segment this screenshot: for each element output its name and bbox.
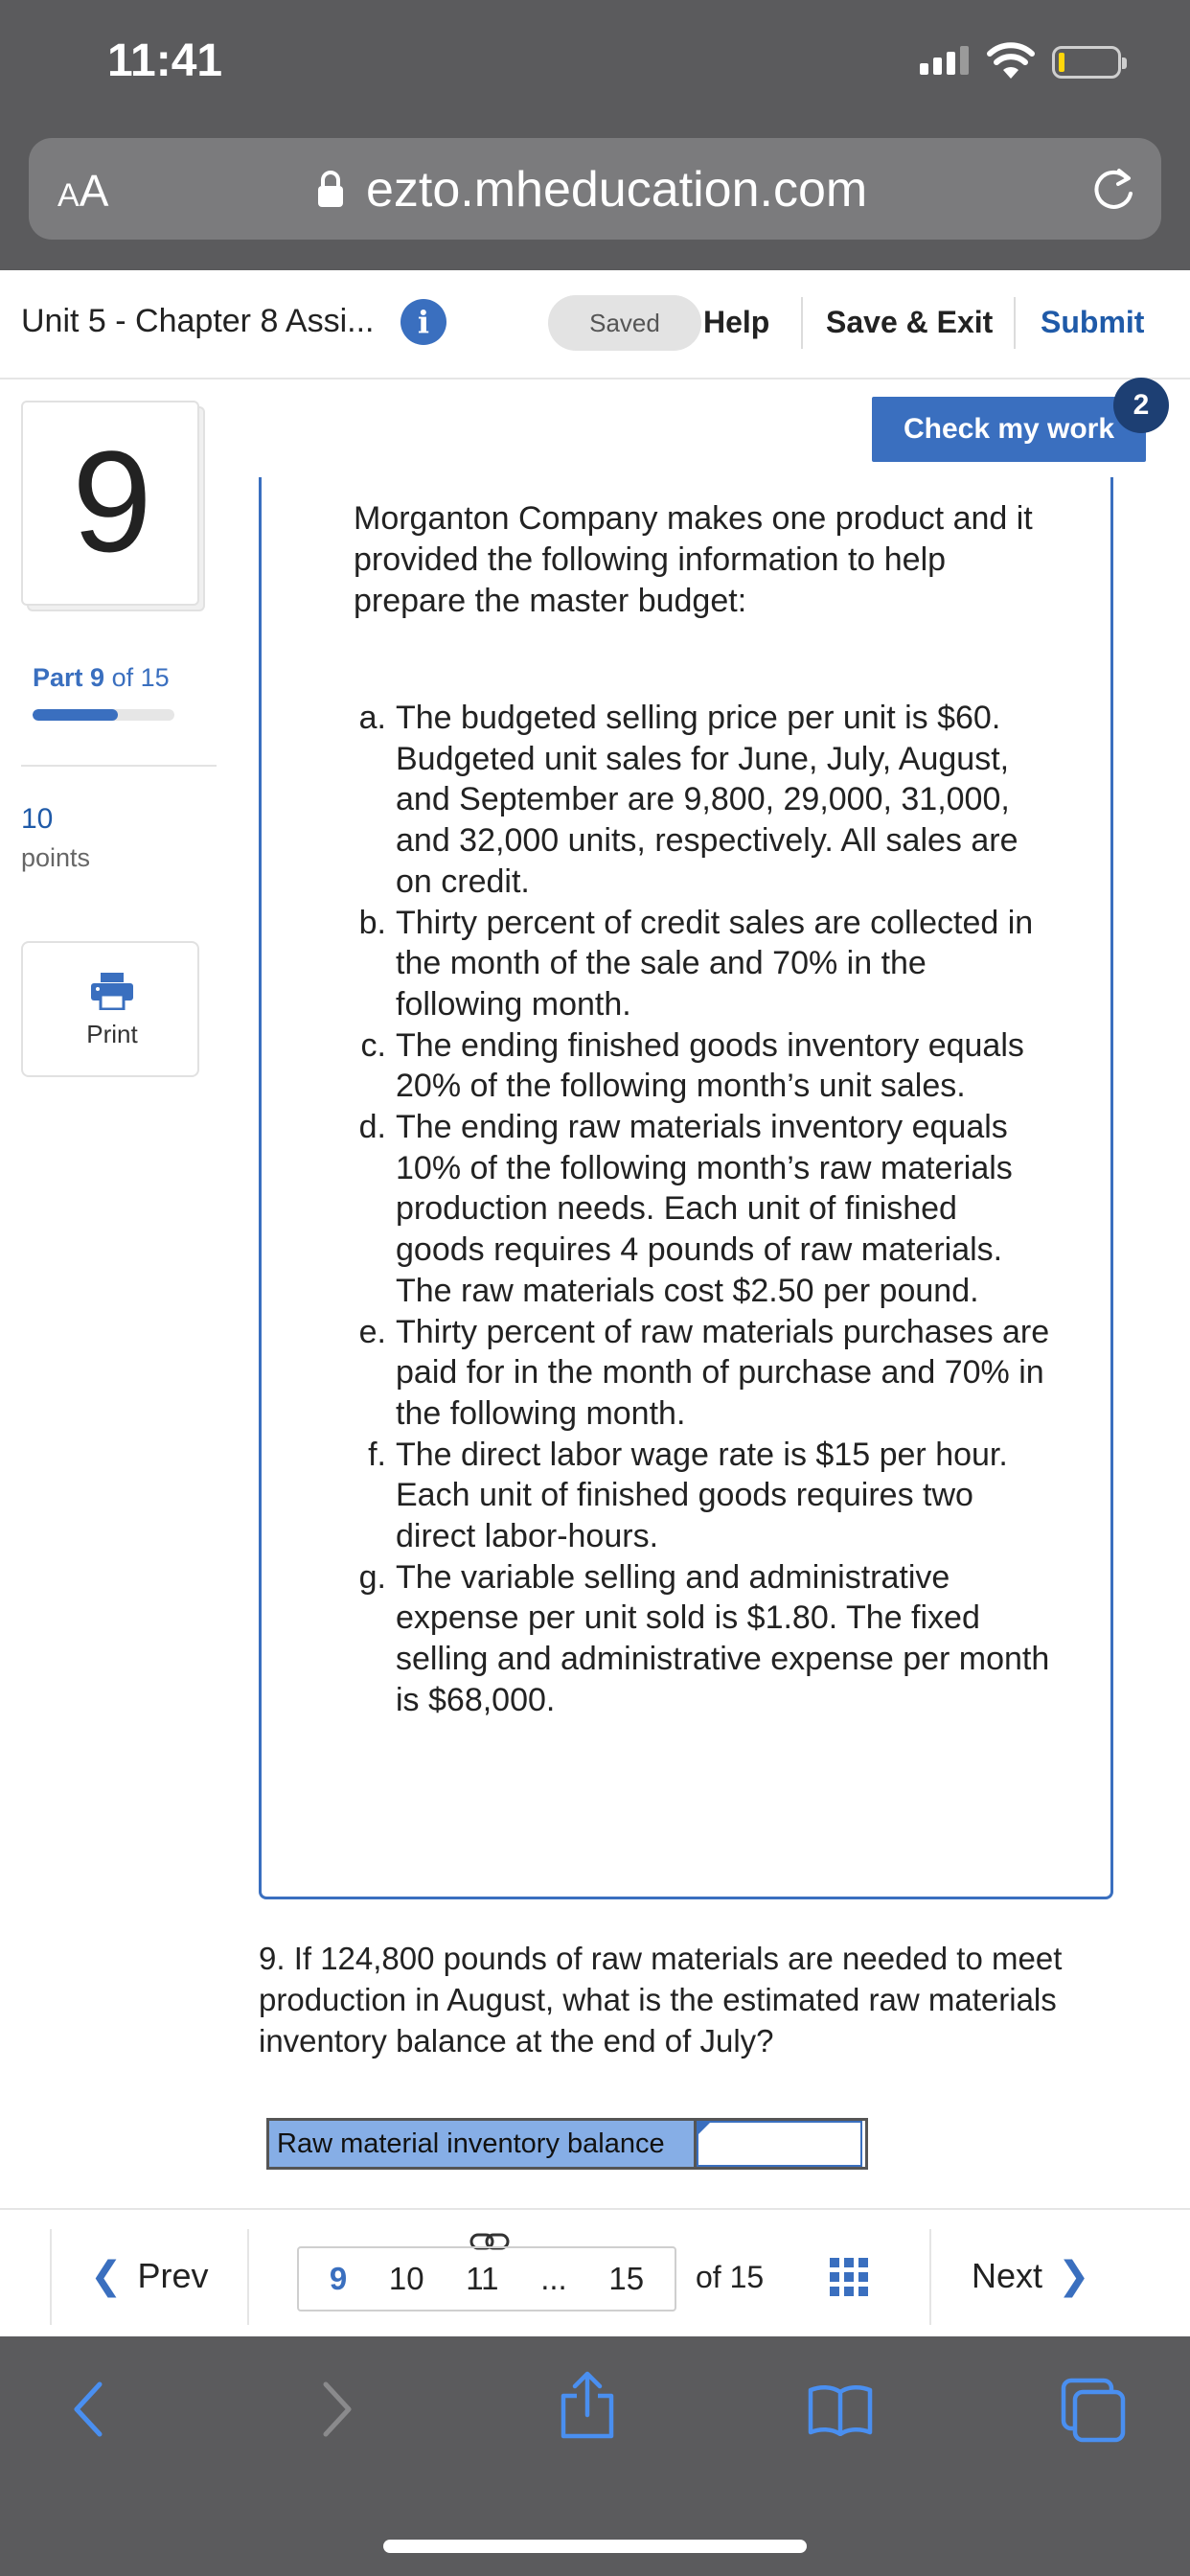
problem-item [354,698,1053,903]
answer-label: Raw material inventory balance [269,2121,697,2167]
problem-item [354,1025,1053,1107]
page-10[interactable]: 10 [388,2261,424,2296]
saved-status-badge: Saved [548,295,701,351]
book-icon[interactable] [807,2382,874,2436]
problem-item-letter: c. [360,1026,386,1064]
problem-item-text: The variable selling and administrative expense per unit sold is $1.80. The fixed selling and administrative expense per month is $68,000. [396,1558,1050,1718]
save-exit-link[interactable]: Save & Exit [826,305,994,339]
problem-statement-box [259,477,1113,1899]
question-navigation [0,2208,1190,2336]
problem-item [354,903,1053,1025]
question-text: 9. If 124,800 pounds of raw materials are needed to meet production in August, what is the estimated raw materials inventory balance at the end of July? [259,1941,1063,2058]
tabs-icon[interactable] [1060,2377,1127,2444]
page-total: of 15 [696,2260,765,2294]
problem-intro: Morganton Company makes one product and it provided the following information to help prepare the master budget: [354,500,1033,619]
answer-row [266,2118,868,2170]
sidebar-divider [21,765,217,767]
home-indicator [383,2540,807,2553]
problem-item-letter: d. [358,1109,386,1146]
forward-arrow-icon[interactable] [316,2379,358,2440]
raw-material-inventory-input[interactable] [697,2121,862,2167]
problem-item-letter: a. [358,700,386,736]
browser-toolbar [0,2336,1190,2576]
problem-item-letter: f. [368,1436,386,1473]
answer-flag-marker [698,2121,712,2134]
share-icon[interactable] [558,2371,617,2440]
header-divider [801,297,803,349]
submit-link[interactable]: Submit [1041,305,1145,339]
problem-item-letter: e. [358,1313,386,1350]
problem-item [354,1107,1053,1312]
problem-item-letter: g. [358,1558,386,1596]
part-progress-fill [33,709,118,721]
battery-icon [1052,46,1121,79]
question-number-card [21,401,199,606]
nav-divider [929,2229,931,2325]
lock-icon [316,169,345,209]
points-value: 10 [21,803,54,835]
next-button[interactable] [972,2254,1090,2298]
info-icon[interactable]: i [400,299,446,345]
print-button[interactable] [21,941,199,1077]
part-of: of 15 [111,663,170,692]
problem-item-text: The ending finished goods inventory equals 20% of the following month’s unit sales. [396,1026,1024,1105]
page-11[interactable]: 11 [466,2261,499,2296]
cellular-signal-icon [920,46,969,75]
problem-items-list [354,698,1053,1721]
print-label: Print [86,1020,138,1048]
question-number: 9 [72,421,152,582]
next-label: Next [972,2256,1043,2295]
header-divider [1014,297,1016,349]
page-9[interactable]: 9 [329,2261,348,2296]
problem-item [354,1312,1053,1435]
part-current: 9 [90,663,105,692]
problem-item [354,1557,1053,1721]
nav-divider [247,2229,249,2325]
page-ellipsis: ... [540,2261,567,2296]
page-15[interactable]: 15 [608,2261,645,2296]
prev-button[interactable] [90,2254,209,2298]
status-time: 11:41 [107,35,223,86]
problem-item-text: The budgeted selling price per unit is $60. Budgeted unit sales for June, July, August, and September are 9,800, 29,000, 31,000, and 32,000 units, respectively. All sales are on credit. [396,700,1018,900]
chevron-right-icon: ❯ [1058,2255,1090,2297]
assignment-title: Unit 5 - Chapter 8 Assi... [21,303,375,339]
reload-icon[interactable] [1090,165,1136,213]
part-indicator [33,663,170,693]
problem-item [354,1435,1053,1557]
problem-item-text: Thirty percent of credit sales are collected in the month of the sale and 70% in the following month. [396,904,1034,1023]
part-word: Part [33,663,83,692]
printer-icon [90,972,134,1010]
problem-item-text: The ending raw materials inventory equals 10% of the following month’s raw materials production needs. Each unit of finished goods requires 4 pounds of raw materials. The raw materials cost $2.50 per pound. [396,1109,1013,1309]
prev-label: Prev [137,2256,209,2295]
reader-settings-button[interactable]: AA [57,166,109,216]
problem-item-letter: b. [358,904,386,941]
wifi-icon [987,42,1035,80]
grid-icon[interactable] [830,2258,868,2296]
check-my-work-button[interactable]: Check my work [872,397,1146,462]
problem-item-text: Thirty percent of raw materials purchases are paid for in the month of purchase and 70% in the following month. [396,1313,1050,1432]
assignment-header [0,270,1190,380]
nav-divider [50,2229,52,2325]
check-attempts-badge: 2 [1113,378,1169,433]
address-bar[interactable] [29,138,1161,240]
url-text[interactable]: ezto.mheducation.com [366,162,868,218]
chevron-left-icon: ❮ [90,2255,123,2297]
page-selector [297,2246,676,2312]
problem-item-text: The direct labor wage rate is $15 per hour. Each unit of finished goods requires two direct labor-hours. [396,1436,1008,1555]
points-label: points [21,843,91,872]
browser-top-bar [0,0,1190,270]
back-arrow-icon[interactable] [67,2379,109,2440]
help-link[interactable]: Help [703,305,770,339]
part-progress-bar [33,709,174,721]
